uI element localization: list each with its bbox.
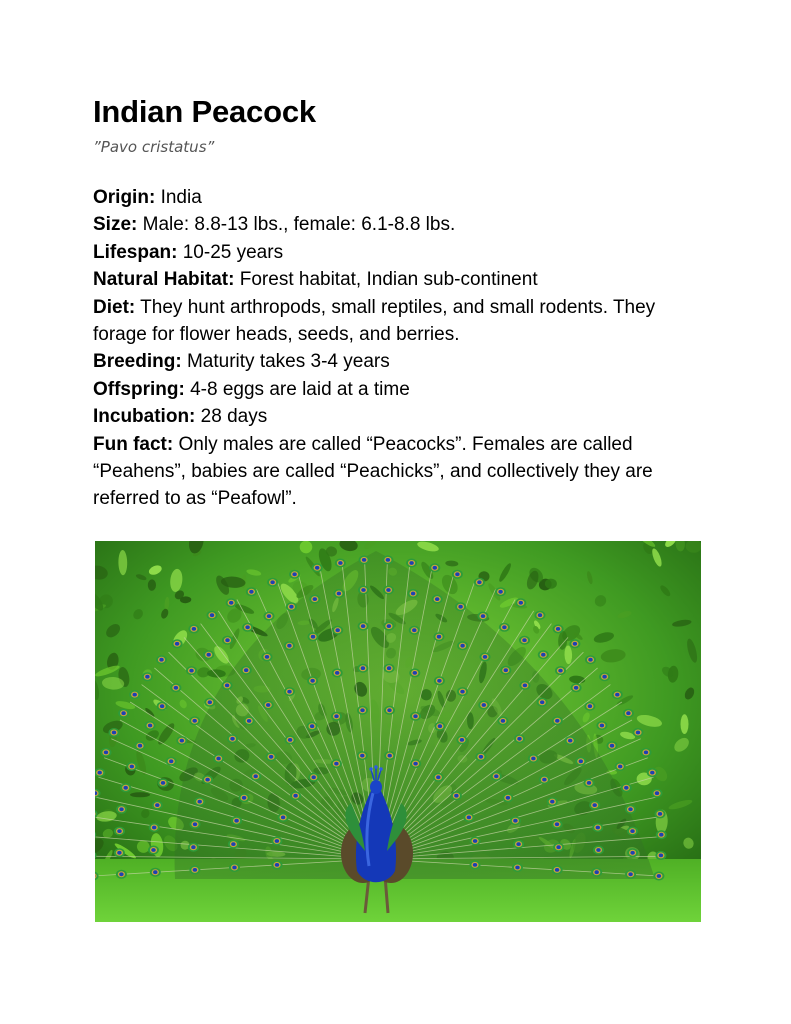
feather-eye	[528, 754, 539, 763]
feather-eye	[250, 772, 261, 781]
feather-eye	[118, 709, 129, 718]
feather-eye	[455, 602, 466, 611]
feather-eye	[475, 752, 486, 761]
feather-eye	[495, 587, 506, 596]
fact-value: Only males are called “Peacocks”. Females are called “Peahens”, babies are called “Peachicks”, and collectively they are referred to as “Peafowl”.	[93, 433, 653, 510]
feather-eye	[497, 716, 508, 725]
feather-eye	[621, 783, 632, 792]
feather-eye	[101, 748, 112, 757]
feather-eye	[470, 837, 481, 846]
fact-value: Maturity takes 3-4 years	[186, 351, 390, 373]
feather-eye	[519, 636, 530, 645]
feather-eye	[332, 668, 343, 677]
feather-eye	[627, 827, 638, 836]
feather-eye	[229, 863, 240, 872]
feather-eye	[227, 734, 238, 743]
fact-value: India	[160, 187, 202, 208]
feather-eye	[271, 837, 282, 846]
feather-eye	[358, 586, 369, 595]
feather-eye	[272, 860, 283, 869]
fact-incubation	[93, 403, 713, 430]
feather-eye	[552, 716, 563, 725]
feather-eye	[451, 791, 462, 800]
feather-eye	[512, 863, 523, 872]
fact-natural-habitat	[93, 266, 713, 293]
feather-eye	[384, 706, 395, 715]
feather-eye	[408, 589, 419, 598]
feather-eye	[434, 722, 445, 731]
feather-eye	[190, 820, 201, 829]
feather-eye	[555, 666, 566, 675]
feather-eye	[284, 641, 295, 650]
feather-eye	[537, 698, 548, 707]
feather-eye	[569, 639, 580, 648]
fact-diet	[93, 294, 713, 349]
feather-eye	[457, 641, 468, 650]
feather-eye	[357, 751, 368, 760]
feather-eye	[499, 623, 510, 632]
feather-eye	[502, 793, 513, 802]
feather-eye	[652, 789, 663, 798]
feather-eye	[244, 716, 255, 725]
leaf	[130, 792, 150, 797]
feather-eye	[170, 683, 181, 692]
feather-eye	[213, 754, 224, 763]
feather-eye	[552, 820, 563, 829]
scientific-name: ”Pavo cristatus”	[93, 138, 215, 156]
feather-eye	[207, 611, 218, 620]
feather-eye	[480, 652, 491, 661]
feather-eye	[519, 681, 530, 690]
fact-origin	[93, 184, 713, 211]
feather-eye	[410, 712, 421, 721]
feather-eye	[515, 598, 526, 607]
feather-eye	[452, 570, 463, 579]
feather-eye	[510, 816, 521, 825]
feather-eye	[194, 797, 205, 806]
fact-label: Offspring:	[93, 378, 185, 400]
feather-eye	[189, 716, 200, 725]
feather-eye	[307, 676, 318, 685]
feather-eye	[262, 652, 273, 661]
feather-eye	[589, 801, 600, 810]
feather-eye	[263, 701, 274, 710]
feather-eye	[285, 735, 296, 744]
feather-eye	[226, 598, 237, 607]
fact-offspring	[93, 376, 713, 403]
feather-eye	[384, 664, 395, 673]
feather-eye	[116, 870, 127, 879]
feather-eye	[491, 772, 502, 781]
feather-eye	[188, 624, 199, 633]
feather-eye	[188, 843, 199, 852]
feather-eye	[500, 666, 511, 675]
feather-eye	[222, 681, 233, 690]
feather-eye	[571, 683, 582, 692]
fact-value: 10-25 years	[182, 241, 284, 263]
feather-eye	[433, 773, 444, 782]
feather-eye	[332, 626, 343, 635]
feather-eye	[623, 709, 634, 718]
feather-eye	[457, 687, 468, 696]
fact-value: Forest habitat, Indian sub-continent	[239, 269, 538, 291]
feather-eye	[266, 752, 277, 761]
feather-eye	[308, 773, 319, 782]
feather-eye	[596, 721, 607, 730]
feather-eye	[129, 690, 140, 699]
feather-eye	[290, 791, 301, 800]
feather-eye	[286, 602, 297, 611]
feather-eye	[308, 632, 319, 641]
fact-value: They hunt arthropods, small reptiles, and small rodents. They forage for flower heads, seeds, and berries.	[93, 296, 656, 346]
feather-eye	[584, 778, 595, 787]
feather-eye	[239, 793, 250, 802]
feather-eye	[539, 775, 550, 784]
feather-eye	[478, 612, 489, 621]
feather-eye	[284, 687, 295, 696]
feather-eye	[120, 783, 131, 792]
feather-eye	[172, 639, 183, 648]
feather-eye	[142, 672, 153, 681]
peacock-photo	[95, 541, 701, 922]
feather-eye	[189, 865, 200, 874]
fact-label: Fun fact:	[93, 433, 174, 455]
fact-value: Male: 8.8-13 lbs., female: 6.1-8.8 lbs.	[142, 214, 456, 236]
feather-eye	[357, 664, 368, 673]
feather-eye	[145, 721, 156, 730]
feather-eye	[149, 823, 160, 832]
feather-eye	[114, 848, 125, 857]
feather-eye	[429, 563, 440, 572]
feather-eye	[228, 840, 239, 849]
feather-eye	[333, 589, 344, 598]
feather-eye	[514, 734, 525, 743]
feather-eye	[585, 655, 596, 664]
feather-eye	[432, 595, 443, 604]
feather-eye	[335, 559, 346, 568]
feather-eye	[641, 748, 652, 757]
feather-eye	[312, 563, 323, 572]
feather-eye	[513, 840, 524, 849]
feather-eye	[307, 722, 318, 731]
feather-eye	[358, 622, 369, 631]
feather-eye	[406, 559, 417, 568]
feather-eye	[470, 860, 481, 869]
feather-eye	[152, 801, 163, 810]
feather-eye	[627, 848, 638, 857]
feather-eye	[607, 741, 618, 750]
feather-eye	[148, 846, 159, 855]
fact-fun-fact	[93, 431, 713, 513]
fact-label: Diet:	[93, 296, 136, 318]
feather-eye	[289, 570, 300, 579]
fact-breeding	[93, 348, 713, 375]
feather-eye	[384, 751, 395, 760]
feather-eye	[231, 816, 242, 825]
feather-eye	[126, 762, 137, 771]
feather-eye	[203, 650, 214, 659]
feather-eye	[109, 728, 120, 737]
feather-eye	[186, 666, 197, 675]
feather-eye	[410, 759, 421, 768]
feather-eye	[535, 611, 546, 620]
feather-eye	[538, 650, 549, 659]
feather-eye	[241, 666, 252, 675]
feather-eye	[584, 702, 595, 711]
feather-eye	[655, 809, 666, 818]
feather-eye	[655, 851, 666, 860]
feather-eye	[166, 757, 177, 766]
feather-eye	[135, 741, 146, 750]
fact-label: Lifespan:	[93, 241, 178, 263]
feather-eye	[114, 827, 125, 836]
feather-eye	[553, 624, 564, 633]
feather-eye	[552, 865, 563, 874]
feather-eye	[382, 555, 393, 564]
feather-eye	[204, 698, 215, 707]
feather-eye	[150, 868, 161, 877]
fact-label: Incubation:	[93, 406, 196, 428]
feather-eye	[409, 668, 420, 677]
feather-eye	[383, 586, 394, 595]
fact-label: Size:	[93, 214, 138, 236]
feather-eye	[656, 830, 667, 839]
document-page	[93, 92, 713, 513]
feather-eye	[331, 712, 342, 721]
feather-eye	[647, 768, 658, 777]
feather-eye	[264, 612, 275, 621]
feather-eye	[565, 736, 576, 745]
feather-eye	[409, 626, 420, 635]
feather-eye	[456, 735, 467, 744]
feather-eye	[202, 775, 213, 784]
feather-eye	[434, 632, 445, 641]
feather-eye	[267, 578, 278, 587]
feather-eye	[625, 805, 636, 814]
feather-eye	[278, 813, 289, 822]
feather-eye	[592, 823, 603, 832]
feather-eye	[157, 702, 168, 711]
feather-eye	[593, 846, 604, 855]
feather-eye	[357, 706, 368, 715]
feather-eye	[331, 759, 342, 768]
feather-eye	[599, 672, 610, 681]
fact-value: 28 days	[200, 406, 268, 428]
feather-eye	[653, 872, 664, 881]
fact-lifespan	[93, 239, 713, 266]
peacock-head	[370, 780, 382, 794]
feather-eye	[478, 701, 489, 710]
feather-eye	[222, 636, 233, 645]
feather-eye	[242, 623, 253, 632]
fact-label: Natural Habitat:	[93, 269, 235, 291]
facts-list	[93, 184, 713, 513]
feather-eye	[434, 676, 445, 685]
feather-eye	[246, 587, 257, 596]
fact-size	[93, 211, 713, 238]
feather-eye	[463, 813, 474, 822]
feather-eye	[575, 757, 586, 766]
feather-eye	[553, 843, 564, 852]
feather-eye	[359, 555, 370, 564]
feather-eye	[615, 762, 626, 771]
feather-eye	[612, 690, 623, 699]
feather-eye	[176, 736, 187, 745]
feather-eye	[625, 870, 636, 879]
leaf	[681, 714, 689, 734]
feather-eye	[547, 797, 558, 806]
feather-eye	[116, 805, 127, 814]
feather-eye	[633, 728, 644, 737]
feather-eye	[309, 595, 320, 604]
feather-eye	[591, 868, 602, 877]
feather-eye	[474, 578, 485, 587]
feather-eye	[158, 778, 169, 787]
feather-eye	[156, 655, 167, 664]
fact-label: Breeding:	[93, 351, 182, 373]
fact-label: Origin:	[93, 187, 156, 208]
fact-value: 4-8 eggs are laid at a time	[190, 378, 410, 400]
feather-eye	[383, 622, 394, 631]
peacock-illustration	[95, 541, 701, 922]
page-title: Indian Peacock	[93, 94, 316, 129]
